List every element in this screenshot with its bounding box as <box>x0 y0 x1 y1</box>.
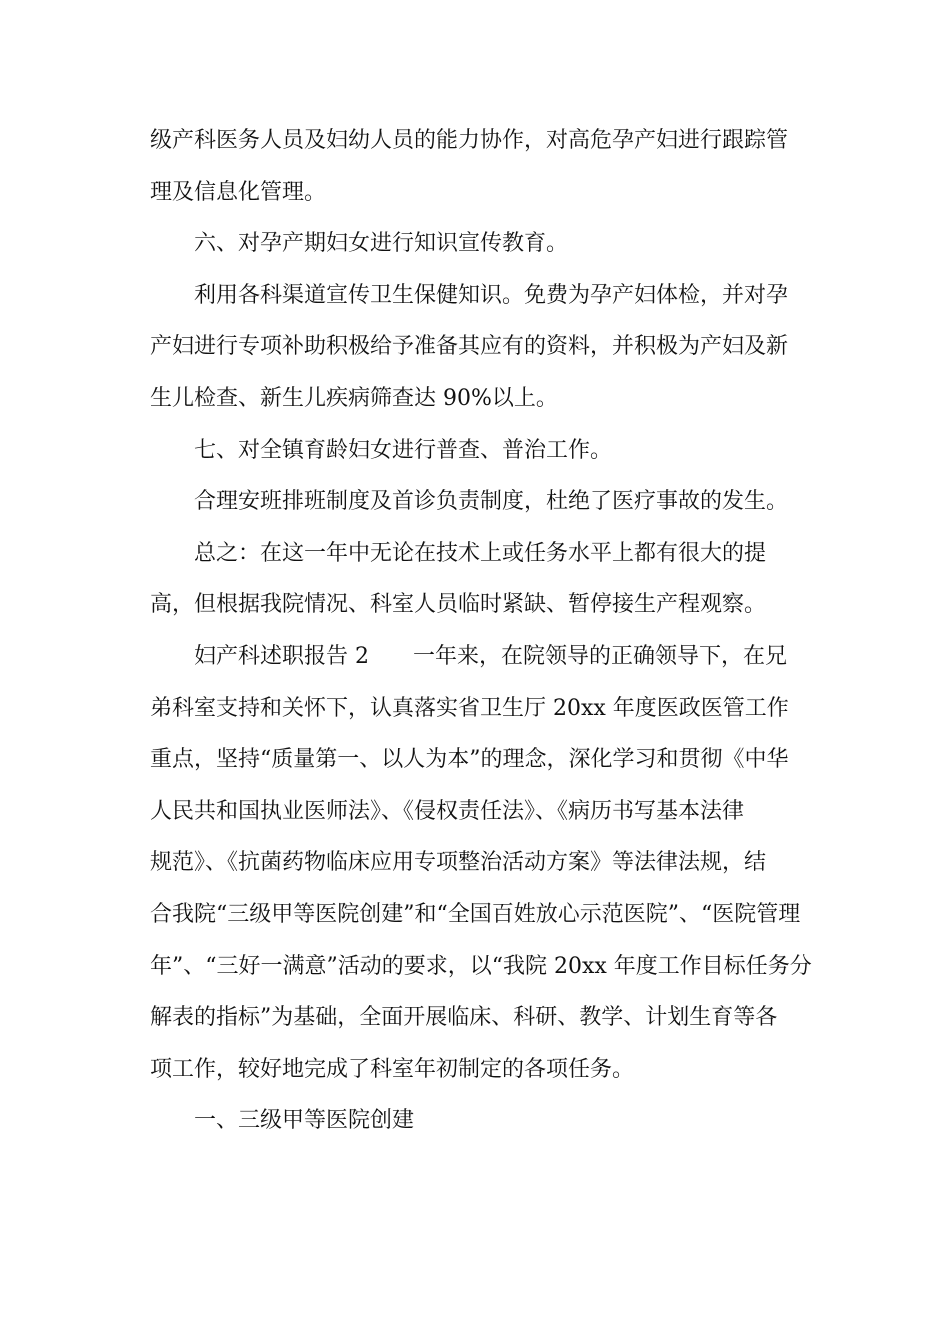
body-line: 规范》、《抗菌药物临床应用专项整治活动方案》等法律法规，结 <box>150 850 767 876</box>
section-heading-six: 六、对孕产期妇女进行知识宣传教育。 <box>194 231 569 257</box>
section-heading-seven: 七、对全镇育龄妇女进行普查、普治工作。 <box>194 437 613 463</box>
body-line: 弟科室支持和关怀下，认真落实省卫生厅 20xx 年度医政医管工作 <box>150 695 789 721</box>
section-heading-one: 一、三级甲等医院创建 <box>194 1108 415 1134</box>
summary-line: 高，但根据我院情况、科室人员临时紧缺、暂停接生产程观察。 <box>150 592 767 618</box>
report-title-line: 妇产科述职报告 2 一年来，在院领导的正确领导下，在兄 <box>194 643 787 669</box>
summary-line: 总之：在这一年中无论在技术上或任务水平上都有很大的提 <box>194 540 767 566</box>
body-line: 项工作，较好地完成了科室年初制定的各项任务。 <box>150 1056 635 1082</box>
body-line: 理及信息化管理。 <box>150 179 327 205</box>
body-line: 合我院“三级甲等医院创建”和“全国百姓放心示范医院”、“医院管理 <box>150 901 801 927</box>
document-body <box>150 115 810 1147</box>
body-line: 利用各科渠道宣传卫生保健知识。免费为孕产妇体检，并对孕 <box>194 282 789 308</box>
body-line: 产妇进行专项补助积极给予准备其应有的资料，并积极为产妇及新 <box>150 334 789 360</box>
body-line: 级产科医务人员及妇幼人员的能力协作，对高危孕产妇进行跟踪管 <box>150 128 789 153</box>
body-line: 人民共和国执业医师法》、《侵权责任法》、《病历书写基本法律 <box>150 798 745 824</box>
body-line: 重点，坚持“质量第一、以人为本”的理念，深化学习和贯彻《中华 <box>150 747 789 773</box>
body-line: 年”、“三好一满意”活动的要求，以“我院 20xx 年度工作目标任务分 <box>150 953 812 979</box>
body-line: 生儿检查、新生儿疾病筛查达 90%以上。 <box>150 385 558 411</box>
body-line: 解表的指标”为基础，全面开展临床、科研、教学、计划生育等各 <box>150 1005 778 1031</box>
body-line: 合理安班排班制度及首诊负责制度，杜绝了医疗事故的发生。 <box>194 489 789 515</box>
